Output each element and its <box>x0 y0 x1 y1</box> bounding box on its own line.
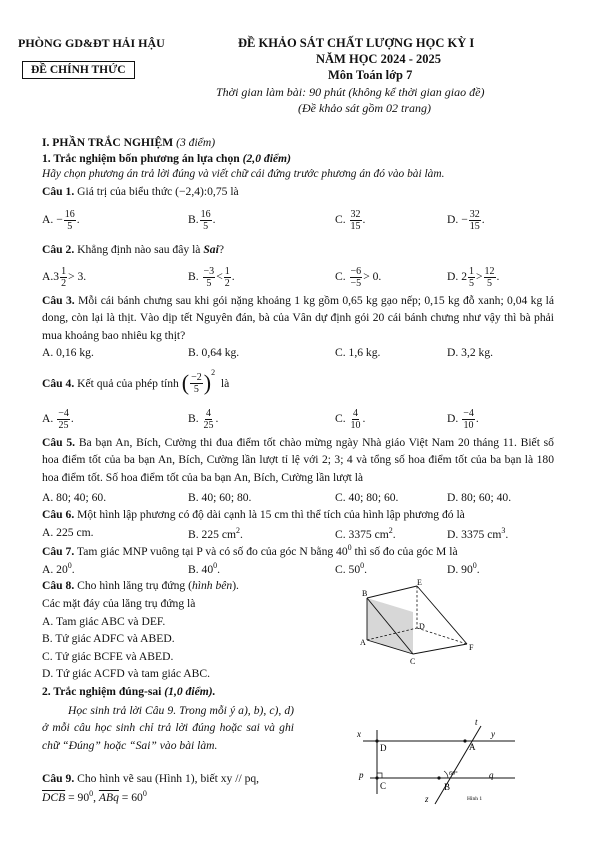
question-1-options <box>42 209 554 239</box>
q7-option-a: A. $20^0$. <box>42 561 75 576</box>
prism-label-e: E <box>417 578 422 587</box>
question-9: Câu 9. Cho hình vẽ sau (Hình 1), biết xy // pq, <box>42 772 260 785</box>
point-c <box>375 776 378 779</box>
q3-option-b: B. 0,64 kg. <box>188 346 240 359</box>
point-a <box>463 739 466 742</box>
prism-edge-cf <box>413 644 467 654</box>
question-9-angles: $\overline{DCB} = 90^0$, $\overline{ABq} = 60^0$ <box>42 789 147 804</box>
label-z: z <box>425 794 429 804</box>
section-1-heading: I. PHẦN TRẮC NGHIỆM (3 điểm) <box>42 136 216 149</box>
q8-option-d: D. Tứ giác ACFD và tam giác ABC. <box>42 667 211 680</box>
prism-label-c: C <box>410 657 416 666</box>
q3-option-d: D. 3,2 kg. <box>447 346 494 359</box>
question-7: Câu 7. Tam giác MNP vuông tại P và có số đo của góc N bằng $40^0$ thì số đo của góc M là <box>42 543 458 558</box>
point-b <box>437 776 440 779</box>
q4-option-d: D. $\frac{-4}{10}$ . <box>447 408 479 431</box>
q5-option-b: B. 40; 60; 80. <box>188 491 252 504</box>
q4-option-b: B. $\frac{4}{25}$ . <box>188 408 219 431</box>
school-year: NĂM HỌC 2024 - 2025 <box>316 52 441 66</box>
point-d <box>375 739 378 742</box>
question-6-options <box>42 526 554 542</box>
question-8-stem: Các mặt đáy của lăng trụ đứng là <box>42 597 196 610</box>
label-b: B <box>444 782 451 792</box>
label-a: A <box>469 742 476 752</box>
exam-title: ĐỀ KHẢO SÁT CHẤT LƯỢNG HỌC KỲ I <box>238 36 475 50</box>
q6-option-a: A. 225 cm. <box>42 526 94 539</box>
label-q: q <box>489 770 494 780</box>
prism-edge-be <box>367 586 417 598</box>
official-badge: ĐỀ CHÍNH THỨC <box>22 61 135 79</box>
q2-option-b: B. $\frac{-3}{5}$ < $\frac{1}{2}$ . <box>188 266 235 289</box>
time-allowed: Thời gian làm bài: 90 phút (không kể thời gian giao đề) <box>216 85 485 99</box>
question-8: Câu 8. Cho hình lăng trụ đứng (hình bên). <box>42 579 239 592</box>
subject: Môn Toán lớp 7 <box>328 68 413 82</box>
q8-option-a: A. Tam giác ABC và DEF. <box>42 615 166 628</box>
q7-option-c: C. $50^0$. <box>335 561 368 576</box>
label-d: D <box>380 743 387 753</box>
question-3: Câu 3. Mỗi cái bánh chưng sau khi gói nặng khoảng 1 kg gồm 0,65 kg gạo nếp; 0,15 kg đỗ xanh; 0,04 kg lá dong, còn lại là thịt. Vào dịp tết Nguyên đán, bà của Vân dự định gói 20 cái bánh chưng như vậy thì bà phải mua khoảng bao nhiêu kg thịt? <box>42 294 554 342</box>
question-1: Câu 1. Giá trị của biểu thức (−2,4):0,75 là <box>42 185 239 198</box>
label-p: p <box>359 770 364 780</box>
q4-option-c: C. $\frac{4}{10}$ . <box>335 408 366 431</box>
q5-option-d: D. 80; 60; 40. <box>447 491 512 504</box>
part-1-heading: 1. Trắc nghiệm bốn phương án lựa chọn (2,0 điểm) <box>42 152 291 165</box>
prism-label-d: D <box>419 622 425 631</box>
question-7-options <box>42 561 554 577</box>
q4-option-a: A. $\frac{-4}{25}$ . <box>42 408 74 431</box>
question-5: Câu 5. Ba bạn An, Bích, Cường thi đua điểm tốt chào mừng ngày Nhà giáo Việt Nam 20 tháng 11. Biết số hoa điểm tốt của ba bạn An, Bích, Cường lần lượt tỉ lệ với 2; 3; 4 và tổng số hoa điểm tốt của ba bạn là 180 hoa điểm tốt. Số hoa điểm tốt của ba bạn An, Bích, Cường lần lượt là <box>42 436 554 484</box>
q5-option-c: C. 40; 80; 60. <box>335 491 399 504</box>
q1-option-d: D. − $\frac{32}{15}$ . <box>447 209 485 232</box>
q8-option-b: B. Tứ giác ADFC và ABED. <box>42 632 175 645</box>
q1-option-c: C. $\frac{32}{15}$ . <box>335 209 366 232</box>
label-x: x <box>357 729 361 739</box>
part-2-instruction: Học sinh trả lời Câu 9. Trong mỗi ý a), b), c), d) ở mỗi câu học sinh chỉ trả lời đúng hoặc sai và ghi chữ “Đúng” hoặc “Sai” vào bài làm. <box>42 704 294 752</box>
angle-arc-60 <box>444 771 448 778</box>
q5-option-a: A. 80; 40; 60. <box>42 491 107 504</box>
q2-option-c: C. $\frac{-6}{-5}$ > 0. <box>335 266 382 289</box>
prism-label-f: F <box>469 643 474 652</box>
page-count: (Đề khảo sát gồm 02 trang) <box>298 101 431 115</box>
label-t: t <box>475 717 478 727</box>
line-tz <box>435 726 481 804</box>
question-5-options <box>42 491 554 507</box>
q1-option-a: A. − $\frac{16}{5}$ . <box>42 209 80 232</box>
part-2-heading: 2. Trắc nghiệm đúng-sai (1,0 điểm). <box>42 685 216 698</box>
q6-option-b: B. 225 $cm^2$. <box>188 526 243 541</box>
department-name: PHÒNG GD&ĐT HẢI HẬU <box>18 36 165 50</box>
label-angle-60: 60° <box>449 771 458 777</box>
question-2: Câu 2. Khẳng định nào sau đây là Sai? <box>42 243 224 256</box>
question-3-options <box>42 346 554 362</box>
q8-option-c: C. Tứ giác BCFE và ABED. <box>42 650 174 663</box>
label-c: C <box>380 781 387 791</box>
prism-edge-ef <box>417 586 467 644</box>
part-1-instruction: Hãy chọn phương án trả lời đúng và viết chữ cái đứng trước phương án đó vào bài làm. <box>42 168 445 180</box>
label-y: y <box>491 729 495 739</box>
prism-label-a: A <box>360 638 366 647</box>
q2-option-a: A.3 $\frac{1}{2}$ > 3. <box>42 266 87 289</box>
q7-option-d: D. $90^0$. <box>447 561 480 576</box>
q1-option-b: B. $\frac{16}{5}$ . <box>188 209 216 232</box>
q3-option-a: A. 0,16 kg. <box>42 346 94 359</box>
figure-caption: Hình 1 <box>467 796 483 802</box>
q3-option-c: C. 1,6 kg. <box>335 346 381 359</box>
q2-option-d: D. 2 $\frac{1}{5}$ > $\frac{12}{5}$ . <box>447 266 500 289</box>
question-4: Câu 4. Kết quả của phép tính ( $\frac{-2}{5}$ ) $^2$ là <box>42 368 230 395</box>
figure-hinh-1 <box>345 712 520 812</box>
prism-figure <box>355 578 485 668</box>
q6-option-c: C. 3375 $cm^2$. <box>335 526 396 541</box>
prism-label-b: B <box>362 589 368 598</box>
question-6: Câu 6. Một hình lập phương có độ dài cạnh là 15 cm thì thể tích của hình lập phương đó là <box>42 508 465 521</box>
q7-option-b: B. $40^0$. <box>188 561 221 576</box>
q6-option-d: D. 3375 $cm^3$. <box>447 526 509 541</box>
